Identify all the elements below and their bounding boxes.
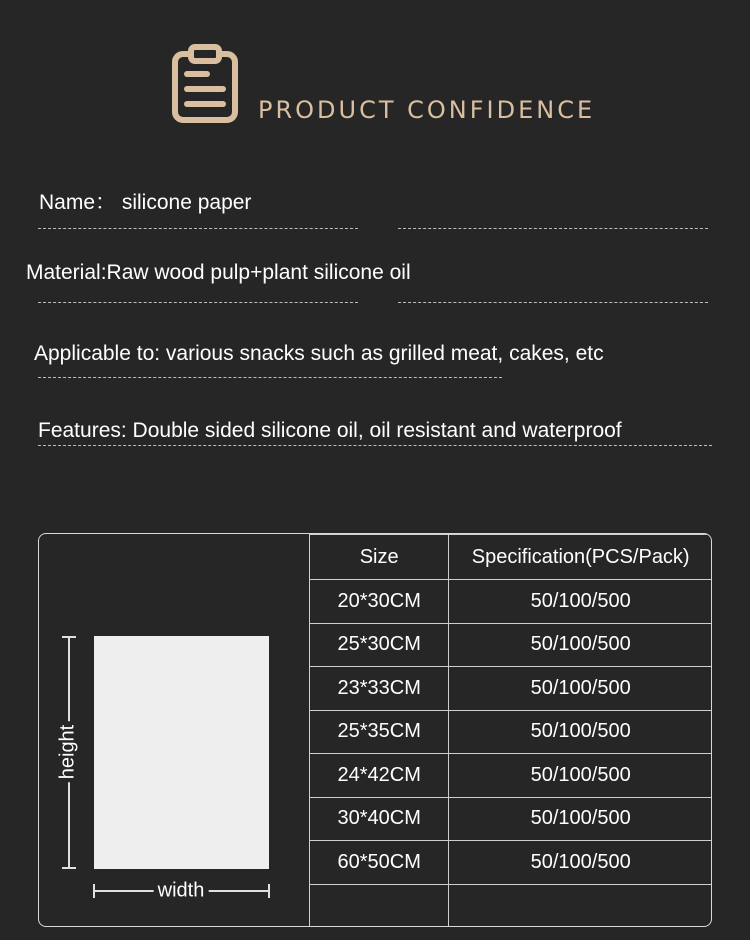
spec-panel — [38, 533, 712, 927]
width-dimension-cap — [93, 884, 95, 898]
product-applicable: Applicable to: various snacks such as grilled meat, cakes, etc — [34, 342, 604, 365]
empty-cell — [310, 884, 449, 927]
spec-cell: 50/100/500 — [449, 754, 712, 798]
spec-cell: 50/100/500 — [449, 841, 712, 885]
height-dimension-cap — [62, 867, 76, 869]
spec-cell: 50/100/500 — [449, 623, 712, 667]
spec-table — [309, 534, 712, 927]
divider — [398, 302, 708, 303]
column-header-size: Size — [310, 535, 449, 580]
table-row — [310, 580, 713, 624]
empty-cell — [449, 884, 712, 927]
table-row — [310, 841, 713, 885]
product-name: Name： silicone paper — [39, 191, 252, 214]
divider — [38, 228, 358, 229]
paper-illustration — [94, 636, 269, 869]
divider — [38, 377, 502, 378]
width-dimension-cap — [268, 884, 270, 898]
table-row — [310, 710, 713, 754]
width-label: width — [154, 880, 209, 903]
table-row — [310, 797, 713, 841]
size-cell: 60*50CM — [310, 841, 449, 885]
divider — [38, 302, 358, 303]
size-cell: 23*33CM — [310, 667, 449, 711]
height-label: height — [57, 722, 80, 783]
height-dimension-cap — [62, 636, 76, 638]
size-cell: 20*30CM — [310, 580, 449, 624]
size-cell: 24*42CM — [310, 754, 449, 798]
clipboard-icon — [171, 44, 239, 124]
size-cell: 25*35CM — [310, 710, 449, 754]
table-row — [310, 754, 713, 798]
product-features: Features: Double sided silicone oil, oil resistant and waterproof — [38, 419, 622, 442]
size-cell: 25*30CM — [310, 623, 449, 667]
table-row — [310, 667, 713, 711]
spec-cell: 50/100/500 — [449, 667, 712, 711]
page-title: PRODUCT CONFIDENCE — [258, 96, 596, 124]
product-material: Material:Raw wood pulp+plant silicone oil — [26, 261, 411, 284]
table-empty-row — [310, 884, 713, 927]
spec-cell: 50/100/500 — [449, 710, 712, 754]
column-header-specification: Specification(PCS/Pack) — [449, 535, 712, 580]
divider — [398, 228, 708, 229]
spec-cell: 50/100/500 — [449, 580, 712, 624]
size-cell: 30*40CM — [310, 797, 449, 841]
table-row — [310, 623, 713, 667]
divider — [38, 445, 712, 446]
table-header-row — [310, 535, 713, 580]
spec-cell: 50/100/500 — [449, 797, 712, 841]
